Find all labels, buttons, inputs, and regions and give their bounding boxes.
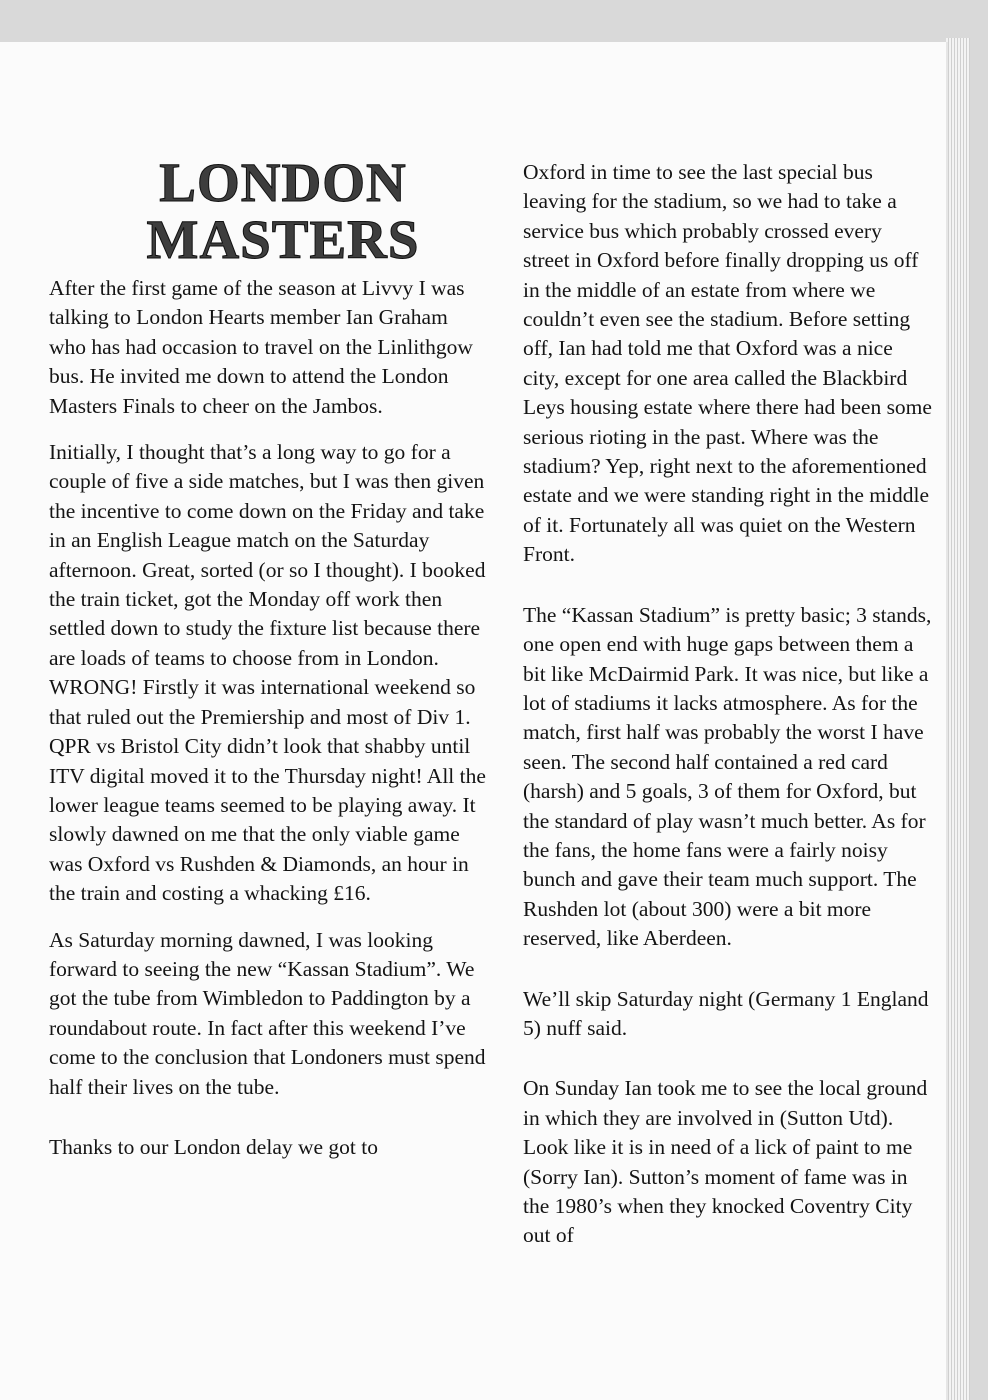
article-title: [133, 154, 433, 268]
paragraph: Thanks to our London delay we got to: [49, 1134, 379, 1159]
magazine-page: [0, 42, 946, 1400]
paragraph: As Saturday morning dawned, I was looking forward to seeing the new “Kassan Stadium”. We got the tube from Wimbledon to Paddington by a roundabout route. In fact after this weekend I’ve come to the conclusion that Londoners must spend half their lives on the tube.: [49, 927, 486, 1099]
paragraph: Oxford in time to see the last special bus leaving for the stadium, so we had to take a service bus which probably crossed every street in Oxford before finally dropping us off in the middle of an estate from where we couldn’t even see the stadium. Before setting off, Ian had told me that Oxford was a nice city, except for one area called the Blackbird Leys housing estate where there had been some serious rioting in the past. Where was the stadium? Yep, right next to the aforementioned estate and we were standing right in the middle of it. Fortunately all was quiet on the Western Front.: [523, 160, 932, 567]
title-line-1: LONDON: [159, 152, 407, 213]
paragraph: Initially, I thought that’s a long way to go for a couple of five a side matches, but I was then given the incentive to come down on the Friday and take in an English League match on the Saturday afternoon. Great, sorted (or so I thought). I booked the train ticket, got the Monday off work then settled down to study the fixture list because there are loads of teams to choose from in London. WRONG! Firstly it was international weekend so that ruled out the Premiership and most of Div 1. QPR vs Bristol City didn’t look that shabby until ITV digital moved it to the Thursday night! All the lower league teams seemed to be playing away. It slowly dawned on me that the only viable game was Oxford vs Rushden & Diamonds, an hour in the train and costing a whacking £16.: [49, 440, 486, 906]
paragraph: On Sunday Ian took me to see the local ground in which they are involved in (Sutton Utd). Look like it is in need of a lick of paint to me (Sorry Ian). Sutton’s moment of fame was in the 1980’s when they knocked Coventry City out of: [523, 1076, 928, 1248]
paragraph: The “Kassan Stadium” is pretty basic; 3 stands, one open end with huge gaps between them a bit like McDairmid Park. It was nice, but like a lot of stadiums it lacks atmosphere. As for the match, first half was probably the worst I have seen. The second half contained a red card (harsh) and 5 goals, 3 of them for Oxford, but the standard of play wasn’t much better. As for the fans, the home fans were a fairly noisy bunch and gave their team much support. The Rushden lot (about 300) were a bit more reserved, like Aberdeen.: [523, 602, 932, 951]
paragraph: We’ll skip Saturday night (Germany 1 England 5) nuff said.: [523, 986, 929, 1040]
left-column: [49, 154, 489, 1179]
title-line-2: MASTERS: [146, 209, 420, 270]
paragraph: After the first game of the season at Livvy I was talking to London Hearts member Ian Graham who has had occasion to travel on the Linlithgow bus. He invited me down to attend the London Masters Finals to cheer on the Jambos.: [49, 276, 473, 418]
page-edges: [946, 38, 970, 1400]
right-column: [523, 158, 933, 1268]
